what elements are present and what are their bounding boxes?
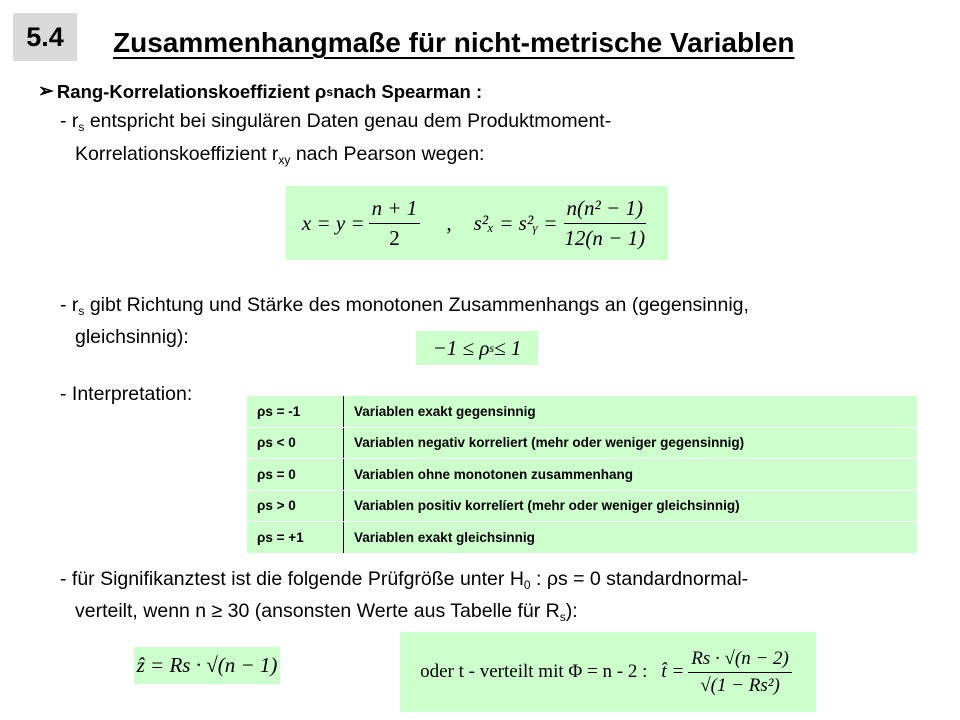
para2-l1-post: gibt Richtung und Stärke des monotonen Zusammenhangs an (gegensinnig,: [84, 294, 749, 316]
para3-l2-post: ):: [565, 600, 578, 622]
formula2-text: −1 ≤ ρ: [432, 335, 490, 360]
formula4-den: √(1 − Rs²): [700, 674, 780, 696]
formula1-lhs: x = y =: [301, 210, 365, 235]
section-heading: [38, 80, 482, 103]
table-cell-description: Variablen exakt gleichsinnig: [354, 529, 535, 545]
table-cell-description: Variablen positiv korrelíert (mehr oder weniger gleichsinnig): [344, 490, 918, 522]
para2-line1: [60, 294, 749, 318]
formula1-den1: 2: [389, 225, 400, 250]
formula-z-statistic: ẑ = Rs · √(n − 1): [134, 647, 280, 684]
heading-text: Rang-Korrelationskoeffizient ρ: [56, 80, 327, 102]
formula4-frac: [688, 648, 792, 697]
table-cell-condition: ρs = -1: [247, 396, 344, 427]
para3-l2-pre: verteilt, wenn n ≥ 30 (ansonsten Werte aus Tabelle für R: [75, 600, 560, 622]
formula4-prefix: oder t - verteilt mit Φ = n - 2 :: [420, 661, 648, 682]
table-cell-description: Variablen negativ korreliert (mehr oder weniger gegensinnig): [344, 427, 918, 459]
table-row: [247, 490, 917, 522]
interpretation-label: - Interpretation:: [60, 383, 193, 405]
page-title: Zusammenhangmaße für nicht-metrische Variablen: [113, 27, 795, 58]
para1-l2-post: nach Pearson wegen:: [290, 143, 485, 165]
formula-means-variances: [286, 186, 668, 260]
formula1-frac2: [561, 196, 648, 251]
formula1-separator: ,: [446, 210, 452, 235]
para1-l2-sub: xy: [278, 153, 291, 167]
formula4-lhs: t̂ =: [661, 661, 685, 682]
para1-l1-post: entspricht bei singulären Daten genau dem Produktmoment-: [84, 110, 612, 132]
table-cell-condition: ρs > 0: [247, 490, 344, 522]
table-cell-condition: ρs = 0: [247, 459, 344, 491]
para1-line1: [60, 110, 611, 134]
table-row: [247, 459, 917, 491]
formula2-sub: s: [489, 340, 495, 355]
formula1-den2: 12(n − 1): [564, 225, 646, 250]
para1-l1-sub: s: [78, 120, 85, 134]
formula4-num: Rs · √(n − 2): [688, 648, 792, 673]
para3-l1-sub: 0: [523, 578, 531, 592]
interpretation-table: [247, 396, 917, 553]
para1-l1-pre: - r: [60, 110, 79, 132]
para2-l1-sub: s: [78, 304, 85, 318]
table-row: [247, 396, 917, 427]
table-cell-condition: ρs < 0: [247, 427, 344, 459]
formula-t-statistic: [400, 632, 816, 712]
para3-line2: [75, 600, 578, 624]
para3-l1-pre: - für Signifikanztest ist die folgende Prüfgröße unter H: [60, 568, 524, 590]
para2-line2: gleichsinnig):: [75, 326, 189, 348]
formula1-frac1: [369, 196, 421, 251]
arrow-bullet-icon: ➢: [38, 81, 54, 102]
heading-sub: s: [326, 84, 334, 99]
heading-text-after: nach Spearman :: [333, 80, 483, 102]
table-row: [247, 522, 917, 553]
para2-l1-pre: - r: [60, 294, 79, 316]
para3-l1-post: : ρs = 0 standardnormal-: [530, 568, 749, 590]
table-cell-description: Variablen exakt gegensinnig: [344, 396, 918, 427]
table-row: [247, 427, 917, 459]
table-cell-condition: ρs = +1: [247, 522, 344, 553]
formula2-post: ≤ 1: [494, 335, 522, 360]
para1-line2: [75, 143, 484, 167]
formula1-num2: n(n² − 1): [564, 196, 646, 224]
formula1-mid: s²ₓ = s²ᵧ =: [473, 210, 558, 235]
formula1-num1: n + 1: [369, 196, 421, 224]
para1-l2-pre: Korrelationskoeffizient r: [75, 143, 279, 165]
para3-line1: [60, 568, 748, 592]
section-number-badge: 5.4: [13, 13, 77, 61]
formula-rho-range: [416, 331, 538, 365]
para3-l2-sub: s: [559, 610, 566, 624]
table-cell-description: Variablen ohne monotonen zusammenhang: [344, 459, 918, 491]
